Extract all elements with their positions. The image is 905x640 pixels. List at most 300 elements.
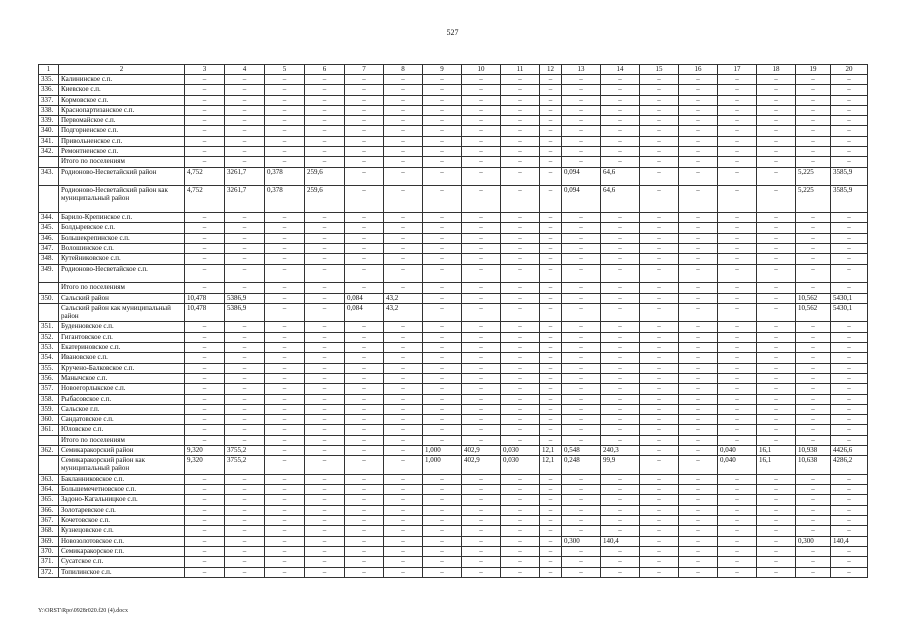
value-cell: – [831,283,868,293]
value-cell: – [718,322,757,332]
column-header: 3 [185,65,225,75]
value-cell: – [831,495,868,505]
value-cell: 10,562 [796,293,831,303]
value-cell: – [679,425,718,435]
value-cell: – [679,213,718,223]
value-cell: – [796,516,831,526]
value-cell: – [265,363,305,373]
value-cell: 5430,1 [831,303,868,322]
value-cell: – [462,353,501,363]
value-cell: – [345,526,384,536]
value-cell: – [345,157,384,167]
value-cell: – [757,303,796,322]
value-cell: – [796,332,831,342]
value-cell: – [562,303,601,322]
column-header: 17 [718,65,757,75]
value-cell: – [345,495,384,505]
value-cell: – [796,244,831,254]
value-cell: – [462,505,501,515]
value-cell: – [462,136,501,146]
value-cell: – [562,105,601,115]
value-cell: – [265,75,305,85]
value-cell: – [718,546,757,556]
value-cell: – [305,495,345,505]
value-cell: – [384,85,423,95]
value-cell: – [640,567,679,577]
settlement-name: Родионово-Несветайское с.п. [59,264,185,283]
value-cell: – [225,435,265,445]
value-cell: – [384,435,423,445]
value-cell: – [831,474,868,484]
value-cell: – [345,105,384,115]
value-cell: – [345,283,384,293]
value-cell: – [265,546,305,556]
value-cell: – [718,157,757,167]
value-cell: – [562,373,601,383]
value-cell: – [831,363,868,373]
value-cell: – [225,557,265,567]
value-cell: – [831,557,868,567]
value-cell: – [562,425,601,435]
value-cell: – [462,75,501,85]
value-cell: – [423,105,462,115]
value-cell: – [305,404,345,414]
value-cell: 3261,7 [225,167,265,186]
value-cell: – [757,322,796,332]
value-cell: – [718,505,757,515]
table-row [39,332,868,342]
value-cell: – [423,495,462,505]
value-cell: – [796,425,831,435]
settlement-name: Итого по поселениям [59,157,185,167]
value-cell: – [562,495,601,505]
value-cell: – [679,332,718,342]
value-cell: – [185,75,225,85]
value-cell: – [305,343,345,353]
value-cell: – [831,526,868,536]
table-row [39,567,868,577]
value-cell: – [185,474,225,484]
row-number: 345. [39,223,59,233]
value-cell: – [757,213,796,223]
settlement-name: Сусатское с.п. [59,557,185,567]
value-cell: – [562,254,601,264]
value-cell: – [601,254,640,264]
value-cell: – [640,373,679,383]
value-cell: – [305,415,345,425]
table-row [39,557,868,567]
value-cell: – [345,116,384,126]
value-cell: – [501,495,540,505]
value-cell: – [601,116,640,126]
value-cell: – [562,557,601,567]
value-cell: – [305,254,345,264]
settlement-name: Сандатовское с.п. [59,415,185,425]
value-cell: – [679,244,718,254]
row-number: 342. [39,147,59,157]
value-cell: 16,1 [757,445,796,455]
value-cell: 4286,2 [831,456,868,475]
value-cell: – [462,95,501,105]
value-cell: – [185,233,225,243]
value-cell: – [757,95,796,105]
value-cell: – [640,353,679,363]
table-row [39,415,868,425]
value-cell: – [640,264,679,283]
value-cell: – [796,116,831,126]
value-cell: 3585,9 [831,167,868,186]
value-cell: – [831,516,868,526]
value-cell: – [540,384,562,394]
value-cell: – [540,536,562,546]
value-cell: – [540,126,562,136]
value-cell: – [718,404,757,414]
row-number [39,435,59,445]
value-cell: – [562,293,601,303]
settlement-name: Итого по поселениям [59,435,185,445]
value-cell: – [562,264,601,283]
value-cell: – [540,415,562,425]
value-cell: – [265,322,305,332]
value-cell: – [384,105,423,115]
value-cell: – [831,105,868,115]
value-cell: – [601,495,640,505]
value-cell: – [679,322,718,332]
value-cell: – [423,557,462,567]
value-cell: – [345,147,384,157]
value-cell: – [679,283,718,293]
value-cell: – [562,363,601,373]
value-cell: – [679,485,718,495]
value-cell: 3585,9 [831,186,868,213]
value-cell: – [640,516,679,526]
value-cell: – [225,332,265,342]
settlement-name: Первомайское с.п. [59,116,185,126]
table-row [39,213,868,223]
value-cell: – [562,353,601,363]
value-cell: – [345,186,384,213]
value-cell: – [462,157,501,167]
value-cell: – [679,516,718,526]
value-cell: – [718,343,757,353]
settlement-name: Киевское с.п. [59,85,185,95]
value-cell: – [423,415,462,425]
value-cell: – [601,435,640,445]
value-cell: – [718,223,757,233]
value-cell: – [601,415,640,425]
value-cell: – [265,95,305,105]
value-cell: – [679,293,718,303]
value-cell: – [540,85,562,95]
value-cell: – [265,332,305,342]
value-cell: – [185,116,225,126]
value-cell: – [265,213,305,223]
value-cell: 0,040 [718,456,757,475]
value-cell: – [462,384,501,394]
value-cell: – [305,85,345,95]
value-cell: – [265,223,305,233]
table-row [39,394,868,404]
value-cell: – [462,264,501,283]
value-cell: – [601,343,640,353]
table-row [39,505,868,515]
value-cell: – [345,445,384,455]
settlement-name: Сальский район как муниципальный район [59,303,185,322]
value-cell: – [679,415,718,425]
value-cell: – [462,516,501,526]
value-cell: – [265,415,305,425]
value-cell: – [601,384,640,394]
value-cell: – [757,536,796,546]
value-cell: – [501,283,540,293]
settlement-name: Большекрепинское с.п. [59,233,185,243]
table-row [39,223,868,233]
value-cell: – [462,343,501,353]
value-cell: – [540,435,562,445]
value-cell: – [679,223,718,233]
value-cell: – [305,293,345,303]
value-cell: – [562,567,601,577]
value-cell: – [718,435,757,445]
value-cell: – [540,223,562,233]
settlement-name: Семикаракорское г.п. [59,546,185,556]
value-cell: – [501,322,540,332]
value-cell: – [562,505,601,515]
value-cell: – [225,404,265,414]
value-cell: – [423,373,462,383]
value-cell: – [501,404,540,414]
value-cell: – [265,485,305,495]
value-cell: – [679,404,718,414]
settlement-name: Ивановское с.п. [59,353,185,363]
settlement-name: Ремонтненское с.п. [59,147,185,157]
value-cell: – [601,95,640,105]
value-cell: – [185,244,225,254]
value-cell: – [679,75,718,85]
value-cell: – [501,415,540,425]
value-cell: – [562,526,601,536]
value-cell: 10,478 [185,293,225,303]
value-cell: 0,300 [562,536,601,546]
value-cell: – [225,244,265,254]
value-cell: – [601,557,640,567]
value-cell: 3755,2 [225,456,265,475]
value-cell: – [225,322,265,332]
value-cell: – [462,495,501,505]
value-cell: – [462,394,501,404]
value-cell: – [265,293,305,303]
value-cell: – [345,126,384,136]
value-cell: – [225,264,265,283]
value-cell: – [384,425,423,435]
value-cell: 0,548 [562,445,601,455]
value-cell: 1,000 [423,445,462,455]
settlement-name: Волошинское с.п. [59,244,185,254]
value-cell: – [345,516,384,526]
value-cell: – [757,373,796,383]
value-cell: – [423,526,462,536]
value-cell: – [185,485,225,495]
value-cell: – [601,244,640,254]
value-cell: – [679,384,718,394]
table-row [39,322,868,332]
value-cell: 0,094 [562,186,601,213]
value-cell: – [601,85,640,95]
value-cell: 12,1 [540,456,562,475]
value-cell: – [640,75,679,85]
value-cell: – [501,116,540,126]
value-cell: – [757,495,796,505]
settlement-name: Юловское с.п. [59,425,185,435]
value-cell: 5430,1 [831,293,868,303]
value-cell: – [718,485,757,495]
value-cell: – [757,557,796,567]
value-cell: – [384,136,423,146]
value-cell: – [540,485,562,495]
row-number: 360. [39,415,59,425]
value-cell: – [423,147,462,157]
value-cell: – [540,322,562,332]
value-cell: – [423,384,462,394]
value-cell: – [796,435,831,445]
value-cell: – [225,505,265,515]
value-cell: – [384,95,423,105]
value-cell: – [345,415,384,425]
value-cell: – [225,233,265,243]
value-cell: – [831,233,868,243]
row-number: 349. [39,264,59,283]
value-cell: – [501,485,540,495]
value-cell: – [462,322,501,332]
value-cell: – [305,425,345,435]
value-cell: – [757,546,796,556]
value-cell: – [796,136,831,146]
value-cell: – [718,363,757,373]
value-cell: – [345,167,384,186]
value-cell: – [718,332,757,342]
value-cell: 402,9 [462,456,501,475]
value-cell: – [305,126,345,136]
value-cell: – [462,147,501,157]
value-cell: – [265,147,305,157]
settlement-name: Барило-Крепинское с.п. [59,213,185,223]
value-cell: – [640,223,679,233]
value-cell: – [831,373,868,383]
value-cell: – [640,536,679,546]
table-row [39,474,868,484]
table-row [39,254,868,264]
value-cell: – [305,474,345,484]
value-cell: – [540,233,562,243]
value-cell: – [185,343,225,353]
column-header: 9 [423,65,462,75]
value-cell: – [225,516,265,526]
column-header: 14 [601,65,640,75]
table-row [39,456,868,475]
row-number: 354. [39,353,59,363]
value-cell: – [831,157,868,167]
value-cell: 3261,7 [225,186,265,213]
value-cell: – [831,244,868,254]
value-cell: – [796,322,831,332]
value-cell: – [384,557,423,567]
value-cell: – [384,186,423,213]
value-cell: – [225,495,265,505]
value-cell: – [345,546,384,556]
value-cell: – [831,394,868,404]
value-cell: – [831,505,868,515]
value-cell: – [265,105,305,115]
value-cell: – [462,435,501,445]
value-cell: – [601,474,640,484]
value-cell: – [305,505,345,515]
value-cell: – [679,157,718,167]
value-cell: – [796,105,831,115]
table-row [39,384,868,394]
value-cell: – [640,186,679,213]
value-cell: – [501,75,540,85]
value-cell: – [384,244,423,254]
value-cell: – [225,147,265,157]
value-cell: – [601,404,640,414]
value-cell: – [831,546,868,556]
value-cell: – [225,415,265,425]
value-cell: – [185,546,225,556]
value-cell: – [640,303,679,322]
column-header: 6 [305,65,345,75]
value-cell: – [757,404,796,414]
row-number: 364. [39,485,59,495]
value-cell: – [640,394,679,404]
value-cell: 10,638 [796,456,831,475]
value-cell: – [225,95,265,105]
value-cell: – [265,116,305,126]
value-cell: – [265,516,305,526]
value-cell: – [265,474,305,484]
row-number [39,303,59,322]
value-cell: – [540,495,562,505]
table-row [39,75,868,85]
value-cell: – [757,244,796,254]
value-cell: – [640,213,679,223]
value-cell: – [265,157,305,167]
value-cell: – [462,116,501,126]
value-cell: – [501,373,540,383]
value-cell: – [462,283,501,293]
settlement-name: Рыбасовское с.п. [59,394,185,404]
value-cell: – [679,445,718,455]
table-row [39,283,868,293]
value-cell: – [423,244,462,254]
value-cell: – [462,223,501,233]
value-cell: – [423,404,462,414]
value-cell: – [384,264,423,283]
value-cell: 0,030 [501,456,540,475]
value-cell: – [601,363,640,373]
value-cell: – [501,186,540,213]
settlement-name: Кутейниковское с.п. [59,254,185,264]
value-cell: – [423,136,462,146]
value-cell: – [757,526,796,536]
value-cell: – [831,147,868,157]
value-cell: – [185,516,225,526]
value-cell: – [831,415,868,425]
row-number: 372. [39,567,59,577]
value-cell: – [601,425,640,435]
value-cell: – [225,254,265,264]
value-cell: – [757,516,796,526]
value-cell: – [501,95,540,105]
